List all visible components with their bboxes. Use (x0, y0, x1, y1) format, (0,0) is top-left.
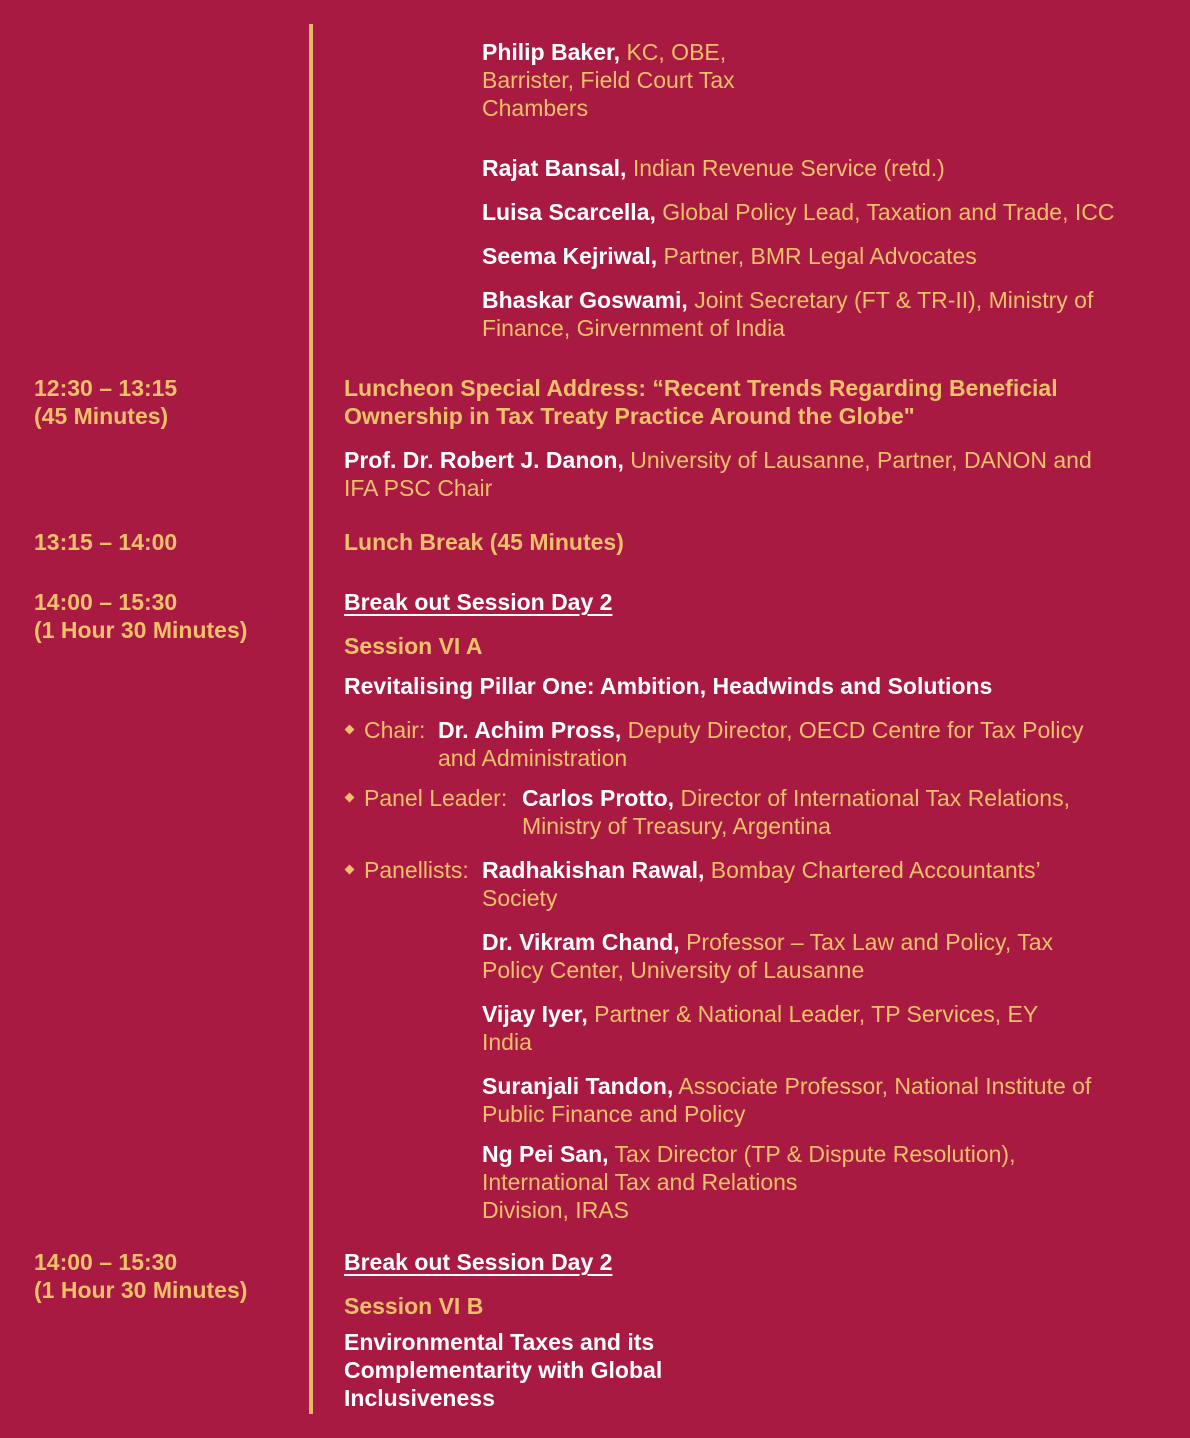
session-b-title (344, 1328, 1154, 1412)
speaker-name: Dr. Vikram Chand, (482, 929, 680, 955)
panellist-vikram-chand (482, 928, 1152, 984)
speaker-seema-kejriwal (482, 242, 1152, 270)
session-a-time (34, 588, 247, 644)
luncheon-title-line: Ownership in Tax Treaty Practice Around the Globe" (344, 403, 915, 429)
luncheon-title-line: Luncheon Special Address: “Recent Trends Regarding Beneficial (344, 375, 1058, 401)
speaker-name: Dr. Achim Pross, (438, 717, 622, 743)
panellist-vijay-iyer (482, 1000, 1152, 1056)
speaker-name: Carlos Protto, (522, 785, 675, 811)
speaker-desc: International Tax and Relations (482, 1169, 798, 1195)
speaker-desc: Public Finance and Policy (482, 1101, 746, 1127)
session-b-title-line: Inclusiveness (344, 1385, 495, 1411)
speaker-philip-baker (482, 38, 1152, 122)
speaker-name: Rajat Bansal, (482, 155, 627, 181)
speaker-desc: Society (482, 885, 558, 911)
session-a-title: Revitalising Pillar One: Ambition, Headwinds and Solutions (344, 673, 993, 699)
session-b-label: Session VI B (344, 1293, 484, 1319)
role-label: Panel Leader: (364, 785, 508, 811)
time-duration: (1 Hour 30 Minutes) (34, 1277, 248, 1303)
speaker-name: Radhakishan Rawal, (482, 857, 705, 883)
role-label: Chair: (364, 717, 426, 743)
speaker-name: Prof. Dr. Robert J. Danon, (344, 447, 624, 473)
time-range: 14:00 – 15:30 (34, 1249, 178, 1275)
session-b-heading: Break out Session Day 2 (344, 1249, 613, 1275)
session-a-label: Session VI A (344, 633, 483, 659)
speaker-desc: Partner & National Leader, TP Services, EY (587, 1001, 1039, 1027)
time-range: 12:30 – 13:15 (34, 375, 178, 401)
speaker-desc: Associate Professor, National Institute of (673, 1073, 1092, 1099)
session-b-title-line: Environmental Taxes and its (344, 1329, 655, 1355)
diamond-bullet-icon (345, 865, 355, 875)
speaker-name: Vijay Iyer, (482, 1001, 588, 1027)
diamond-bullet-icon (345, 725, 355, 735)
time-range: 14:00 – 15:30 (34, 589, 178, 615)
role-label: Panellists: (364, 857, 469, 883)
diamond-bullet-icon (345, 793, 355, 803)
speaker-bhaskar-goswami (482, 286, 1152, 342)
timeline-divider (309, 24, 313, 1414)
speaker-name: Suranjali Tandon, (482, 1073, 674, 1099)
speaker-luisa-scarcella (482, 198, 1152, 226)
speaker-name: Luisa Scarcella, (482, 199, 656, 225)
luncheon-title (344, 374, 1154, 430)
speaker-desc: Global Policy Lead, Taxation and Trade, ICC (655, 199, 1115, 225)
panellist-ng-pei-san (482, 1140, 1152, 1224)
speaker-desc: Division, IRAS (482, 1197, 629, 1223)
session-b-title-line: Complementarity with Global (344, 1357, 663, 1383)
speaker-desc: Joint Secretary (FT & TR-II), Ministry of (687, 287, 1094, 313)
speaker-name: Ng Pei San, (482, 1141, 609, 1167)
speaker-desc: Policy Center, University of Lausanne (482, 957, 865, 983)
speaker-desc: Finance, Girvernment of India (482, 315, 785, 341)
speaker-desc: Partner, BMR Legal Advocates (657, 243, 977, 269)
luncheon-time (34, 374, 177, 430)
speaker-desc: Tax Director (TP & Dispute Resolution), (608, 1141, 1016, 1167)
speaker-name: Philip Baker, (482, 39, 621, 65)
speaker-desc: Indian Revenue Service (retd.) (626, 155, 945, 181)
speaker-desc: Chambers (482, 95, 589, 121)
speaker-desc: and Administration (438, 745, 628, 771)
speaker-desc: Bombay Chartered Accountants’ (704, 857, 1041, 883)
speaker-desc: Deputy Director, OECD Centre for Tax Policy (621, 717, 1084, 743)
time-duration: (45 Minutes) (34, 403, 169, 429)
role-body (522, 784, 1070, 840)
speaker-desc: Barrister, Field Court Tax (482, 67, 735, 93)
time-duration: (1 Hour 30 Minutes) (34, 617, 248, 643)
speaker-desc: IFA PSC Chair (344, 475, 493, 501)
lunch-break-title: Lunch Break (45 Minutes) (344, 529, 624, 555)
speaker-rajat-bansal (482, 154, 1152, 182)
speaker-desc: KC, OBE, (620, 39, 727, 65)
speaker-desc: Professor – Tax Law and Policy, Tax (679, 929, 1054, 955)
role-body (482, 856, 1041, 912)
speaker-desc: Ministry of Treasury, Argentina (522, 813, 831, 839)
speaker-desc: Director of International Tax Relations, (674, 785, 1070, 811)
session-a-heading: Break out Session Day 2 (344, 589, 613, 615)
speaker-desc: University of Lausanne, Partner, DANON and (623, 447, 1092, 473)
speaker-name: Bhaskar Goswami, (482, 287, 688, 313)
session-b-time (34, 1248, 247, 1304)
role-body (438, 716, 1084, 772)
luncheon-speaker (344, 446, 1154, 502)
speaker-name: Seema Kejriwal, (482, 243, 658, 269)
panellist-suranjali-tandon (482, 1072, 1152, 1128)
speaker-desc: India (482, 1029, 532, 1055)
lunch-break-time: 13:15 – 14:00 (34, 529, 178, 555)
